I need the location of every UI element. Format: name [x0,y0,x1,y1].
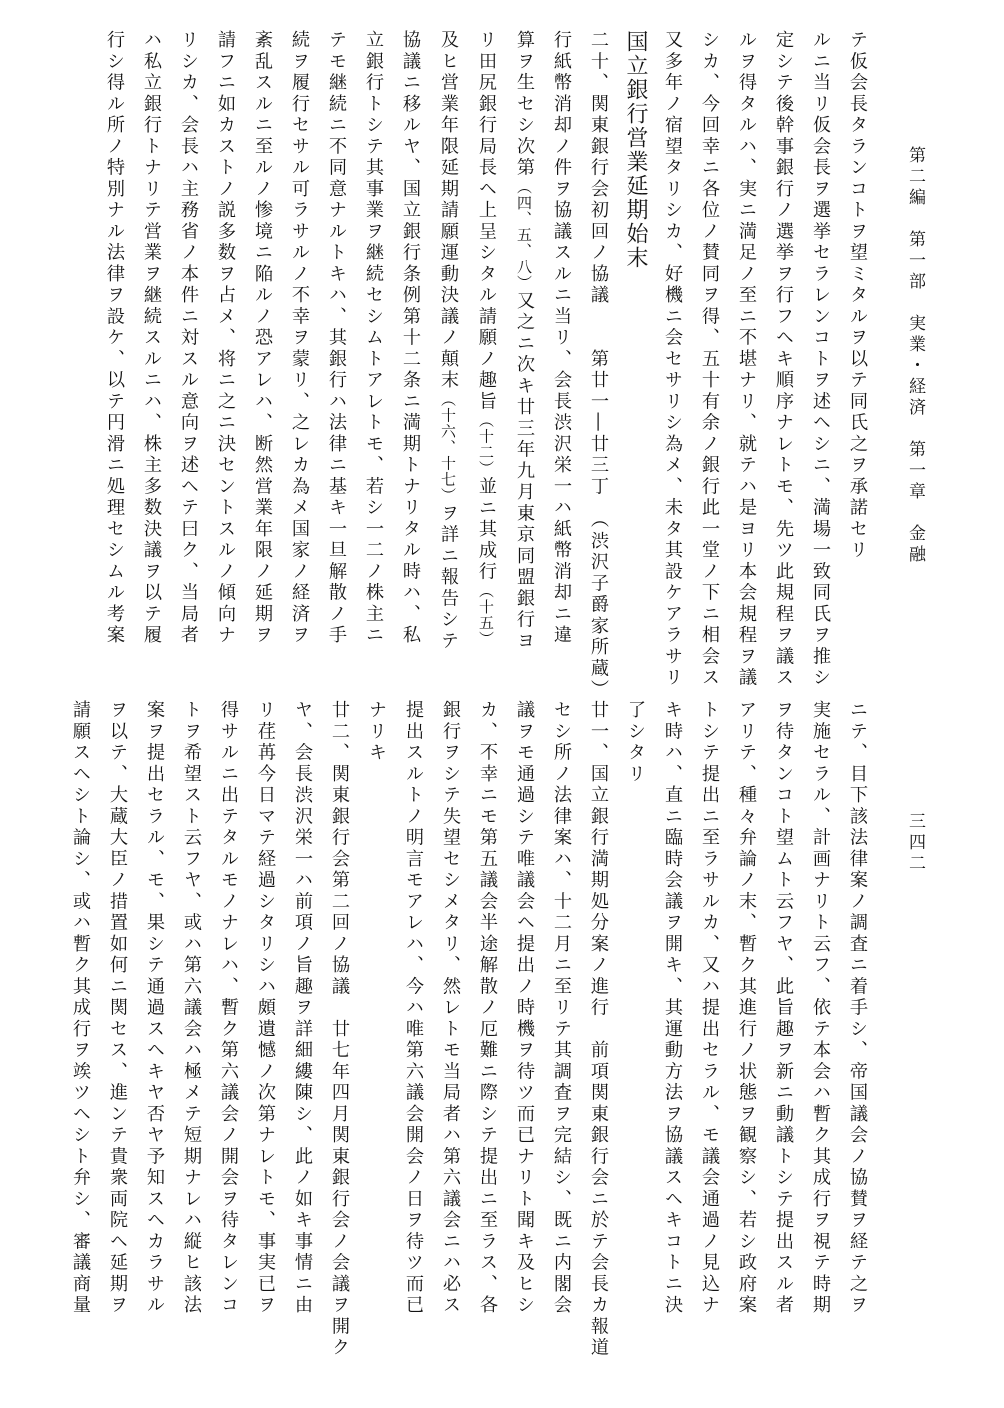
line-text-continued: 並ニ其成行 [476,476,497,583]
text-line [136,700,173,1359]
text-line [654,30,691,701]
text-line [392,30,429,701]
line-text: テ仮会長タランコトヲ望ミタルヲ以テ同氏之ヲ承諾セリ [847,30,868,562]
text-line [617,700,654,1359]
text-line [207,30,244,701]
line-text: 実施セラル、計画ナリト云フ、依テ本会ハ暫ク其成行ヲ視テ時期 [810,700,831,1317]
text-line [395,700,432,1359]
line-text: 得サルニ出テタルモノナレハ、暫ク第六議会ノ開会ヲ待タレンコ [218,700,239,1317]
text-line [170,30,207,701]
line-text-continued: ヲ詳ニ報告シテ [438,503,459,652]
line-text: テモ継続ニ不同意ナルトキハ、其銀行ハ法律ニ基キ一旦解散ノ手 [326,30,347,647]
line-text: リ田尻銀行局長ヘ上呈シタル請願ノ趣旨 [476,30,497,413]
lower-text-block [62,700,876,1359]
text-line [281,30,318,701]
line-text-continued: 又之ニ次キ廿三年九月東京同盟銀行ヨ [514,290,535,652]
text-line [244,30,281,701]
text-line [802,700,839,1359]
line-text: 廿一、国立銀行満期処分案ノ進行 前項関東銀行会ニ於テ会長カ報道 [588,700,609,1359]
line-text: 算ヲ生セシ次第 [514,30,535,179]
text-line [210,700,247,1359]
page-number: 三四二 [905,812,925,875]
text-line [284,700,321,1359]
text-line [506,700,543,1359]
text-line [580,700,617,1359]
text-line [99,700,136,1359]
text-line [543,700,580,1359]
line-text: 協議ニ移ルヤ、国立銀行条例第十二条ニ満期トナリタル時ハ、私 [400,30,421,647]
text-line [247,700,284,1359]
line-text: アリテ、種々弁論ノ末、暫ク其進行ノ状態ヲ観察シ、若シ政府案 [736,700,757,1317]
text-line [765,30,802,701]
line-text: 行紙幣消却ノ件ヲ協議スルニ当リ、会長渋沢栄一ハ紙幣消却ニ違 [551,30,572,647]
text-line [543,30,580,701]
line-text: 請願スヘシト論シ、或ハ暫ク其成行ヲ竢ツヘシト弁シ、審議商量 [70,700,91,1317]
reference-note: （四、五、八） [515,178,533,291]
text-line [429,30,467,701]
line-text: 立銀行トシテ其事業ヲ継続セシムトアレトモ、若シ一二ノ株主ニ [363,30,384,647]
text-line [728,700,765,1359]
line-text: ナリキ [366,700,387,764]
line-text: 又多年ノ宿望タリシカ、好機ニ会セサリシ為メ、未タ其設ケアラサリ [662,30,683,689]
line-text: 二十、関東銀行会初回ノ協議 第廿一―廿三丁 （渋沢子爵家所蔵） [588,30,609,701]
text-line [469,700,506,1359]
line-text: 定シテ後幹事銀行ノ選挙ヲ行フヘキ順序ナレトモ、先ツ此規程ヲ議ス [773,30,794,689]
section-heading [617,30,654,701]
text-line [691,30,728,701]
line-text: リシカ、会長ハ主務省ノ本件ニ対スル意向ヲ述ヘテ曰ク、当局者 [178,30,199,647]
line-text: ハ私立銀行トナリテ営業ヲ継続スルニハ、株主多数決議ヲ以テ履 [141,30,162,647]
text-line [358,700,395,1359]
text-line [318,30,355,701]
text-line [654,700,691,1359]
line-text: 廿二、関東銀行会第二回ノ協議 廿七年四月関東銀行会ノ会議ヲ開ク [329,700,350,1359]
text-line [62,700,99,1359]
line-text: 及ヒ営業年限延期請願運動決議ノ顛末 [438,30,459,392]
line-text: トヲ希望スト云フヤ、或ハ第六議会ハ極メテ短期ナレハ縦ヒ該法 [181,700,202,1317]
text-line [580,30,617,701]
text-line [839,30,876,701]
text-line [505,30,543,701]
line-text: 了シタリ [625,700,646,785]
text-line [96,30,133,701]
text-line [432,700,469,1359]
text-line [765,700,802,1359]
line-text: ヲ待タンコト望ムト云フヤ、此旨趣ヲ新ニ動議トシテ提出スル者 [773,700,794,1317]
text-line [355,30,392,701]
line-text: リ荏苒今日マテ経過シタリシハ頗遺憾ノ次第ナレトモ、事実已ヲ [255,700,276,1317]
line-text: 提出スルトノ明言モアレハ、今ハ唯第六議会開会ノ日ヲ待ツ而已 [403,700,424,1317]
text-line [467,30,505,701]
line-text: 続ヲ履行セサル可ラサルノ不幸ヲ蒙リ、之レカ為メ国家ノ経済ヲ [289,30,310,647]
line-text: 行シ得ル所ノ特別ナル法律ヲ設ケ、以テ円滑ニ処理セシムル考案 [104,30,125,647]
line-text: 紊乱スルニ至ルノ惨境ニ陥ルノ恐アレハ、断然営業年限ノ延期ヲ [252,30,273,647]
text-line [173,700,210,1359]
text-line [802,30,839,701]
line-text: ヲ以テ、大蔵大臣ノ措置如何ニ関セス、進ンテ貴衆両院ヘ延期ヲ [107,700,128,1317]
upper-text-block [96,30,876,701]
text-line [691,700,728,1359]
line-text: ヤ、会長渋沢栄一ハ前項ノ旨趣ヲ詳細縷陳シ、此ノ如キ事情ニ由 [292,700,313,1317]
text-line [321,700,358,1359]
line-text: キ時ハ、直ニ臨時会議ヲ開キ、其運動方法ヲ協議スヘキコトニ決 [662,700,683,1317]
line-text: セシ所ノ法律案ハ、十二月ニ至リテ其調査ヲ完結シ、既ニ内閣会 [551,700,572,1317]
line-text: 案ヲ提出セラル、モ、果シテ通過スヘキヤ否ヤ予知スヘカラサル [144,700,165,1317]
line-text: ルヲ得タルハ、実ニ満足ノ至ニ不堪ナリ、就テハ是ヨリ本会規程ヲ議 [736,30,757,689]
reference-note: （十五） [477,582,495,647]
reference-note: （十二） [477,412,495,477]
line-text: ニテ、目下該法律案ノ調査ニ着手シ、帝国議会ノ協賛ヲ経テ之ヲ [847,700,868,1317]
line-text: カ、不幸ニモ第五議会半途解散ノ厄難ニ際シテ提出ニ至ラス、各 [477,700,498,1317]
line-text: 銀行ヲシテ失望セシメタリ、然レトモ当局者ハ第六議会ニハ必ス [440,700,461,1317]
reference-note: （十六、十七） [439,391,457,504]
text-line [133,30,170,701]
text-line [728,30,765,701]
line-text: 請フニ如カストノ説多数ヲ占メ、将ニ之ニ決セントスルノ傾向ナ [215,30,236,647]
line-text: シカ、今回幸ニ各位ノ賛同ヲ得、五十有余ノ銀行此一堂ノ下ニ相会ス [699,30,720,689]
text-line [839,700,876,1359]
line-text: 議ヲモ通過シテ唯議会ヘ提出ノ時機ヲ待ツ而已ナリト聞キ及ヒシ [514,700,535,1317]
line-text: トシテ提出ニ至ラサルカ、又ハ提出セラル、モ議会通過ノ見込ナ [699,700,720,1317]
line-text: ルニ当リ仮会長ヲ選挙セラレンコトヲ述ヘシニ、満場一致同氏ヲ推シ [810,30,831,689]
running-title: 第二編 第一部 実業・経済 第一章 金融 [905,146,925,566]
line-text: 国立銀行営業延期始末 [623,30,648,270]
